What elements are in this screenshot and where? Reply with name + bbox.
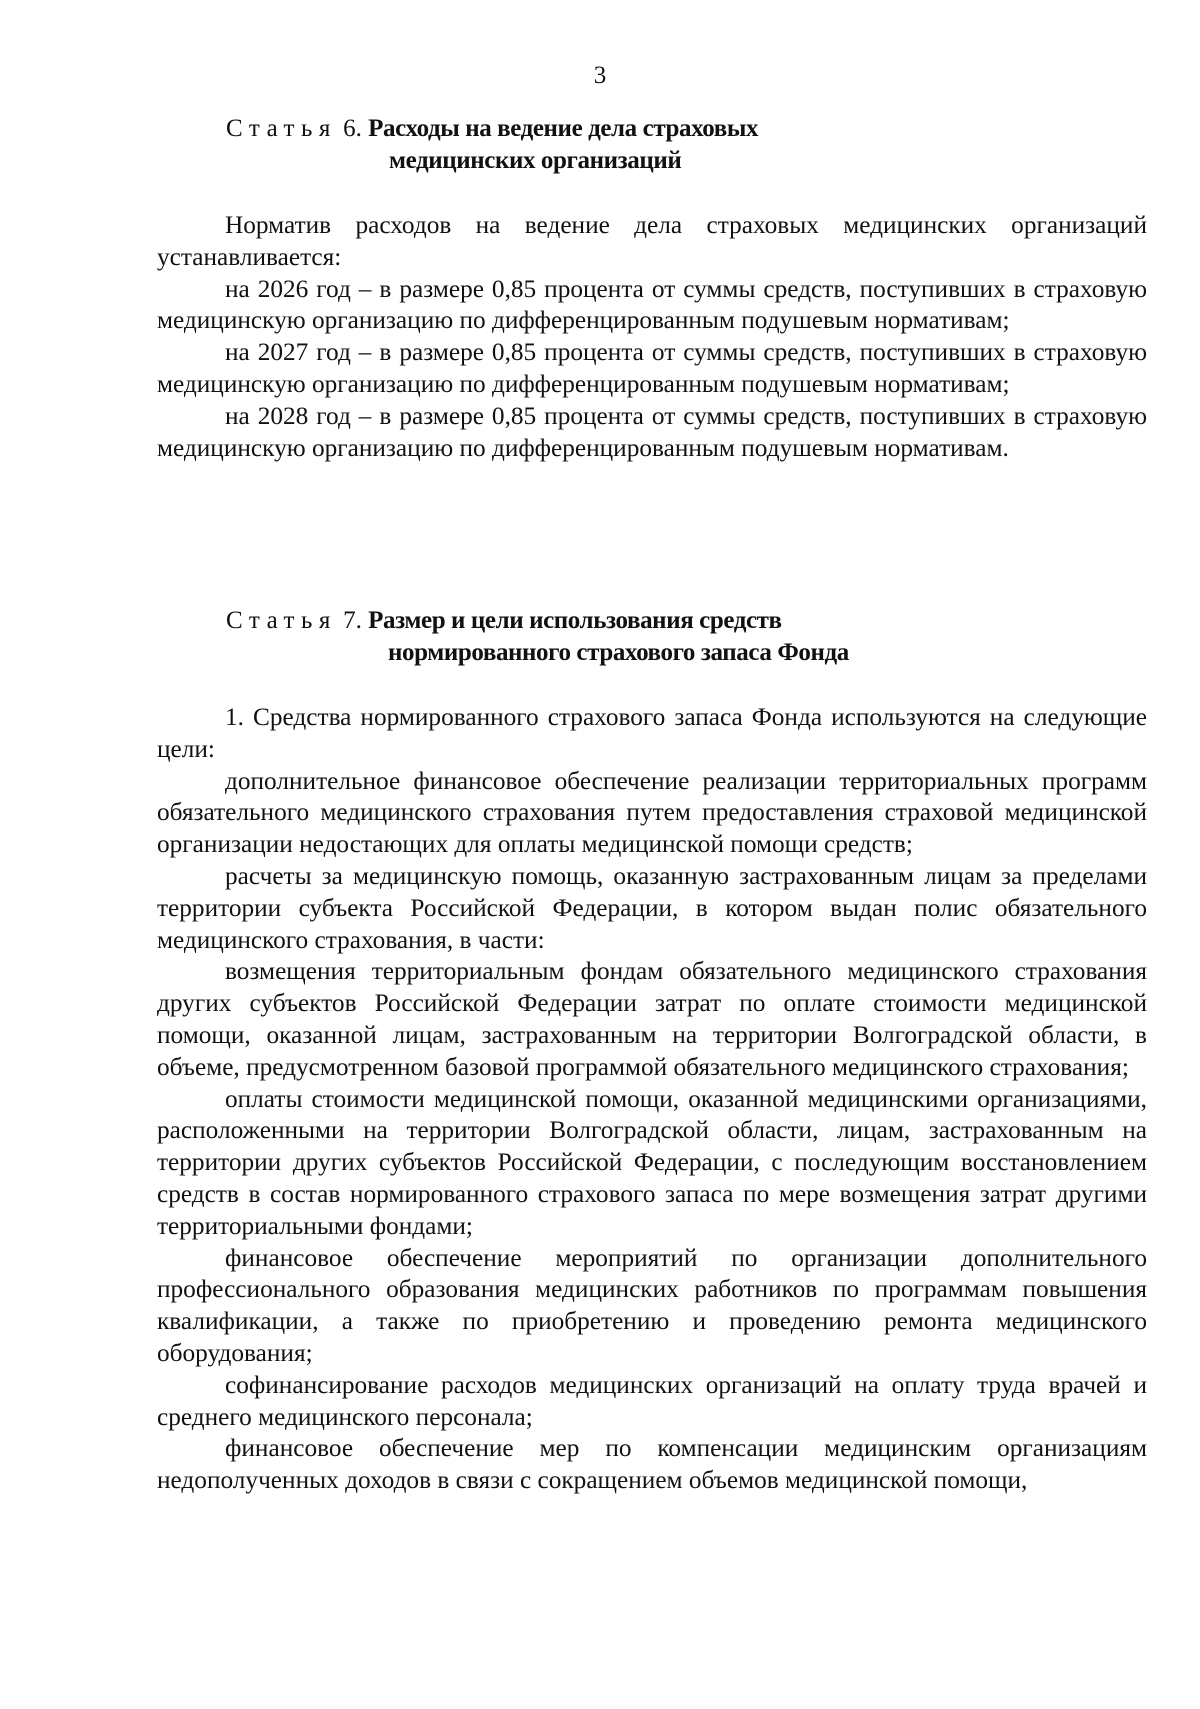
paragraph: расчеты за медицинскую помощь, оказанную застрахованным лицам за пределами территории субъекта Российской Федерации, в котором выдан полис обязательного медицинского страхования, в части: (157, 861, 1147, 954)
paragraph: на 2026 год – в размере 0,85 процента от суммы средств, поступивших в страховую медицинскую организацию по дифференцированным подушевым нормативам; (157, 274, 1147, 335)
article-6-body (157, 210, 1147, 464)
paragraph: на 2028 год – в размере 0,85 процента от суммы средств, поступивших в страховую медицинскую организацию по дифференцированным подушевым нормативам. (157, 401, 1147, 462)
article-word: Статья (226, 607, 337, 634)
paragraph: софинансирование расходов медицинских организаций на оплату труда врачей и среднего медицинского персонала; (157, 1370, 1147, 1431)
paragraph: финансовое обеспечение мероприятий по организации дополнительного профессионального образования медицинских работников по программам повышения квалификации, а также по приобретению и проведению ремонта медицинского оборудования; (157, 1243, 1147, 1367)
paragraph: на 2027 год – в размере 0,85 процента от суммы средств, поступивших в страховую медицинскую организацию по дифференцированным подушевым нормативам; (157, 338, 1147, 398)
paragraph: Норматив расходов на ведение дела страховых медицинских организаций устанавливается: (157, 211, 1147, 271)
paragraph: возмещения территориальным фондам обязательного медицинского страхования других субъектов Российской Федерации затрат по оплате стоимости медицинской помощи, оказанной лицам, застрахованным на территории Волгоградской области, в объеме, предусмотренном базовой программой обязательного медицинского страхования; (157, 957, 1147, 1081)
article-7-body (157, 702, 1147, 1497)
article-7-heading (226, 605, 849, 669)
article-number: 7. (343, 607, 362, 634)
article-title-line2: нормированного страхового запаса Фонда (388, 639, 849, 666)
article-title-line1: Расходы на ведение дела страховых (368, 115, 759, 142)
page-number: 3 (593, 62, 607, 89)
article-number: 6. (343, 115, 362, 142)
article-word: Статья (226, 115, 337, 142)
article-title-line2: медицинских организаций (389, 147, 682, 174)
paragraph: финансовое обеспечение мер по компенсации медицинским организациям недополученных доходов в связи с сокращением объемов медицинской помощи, (157, 1434, 1147, 1495)
paragraph: 1. Средства нормированного страхового запаса Фонда используются на следующие цели: (157, 703, 1147, 763)
article-6-heading (226, 113, 758, 177)
paragraph: дополнительное финансовое обеспечение реализации территориальных программ обязательного медицинского страхования путем предоставления страховой медицинской организации недостающих для оплаты медицинской помощи средств; (157, 766, 1147, 859)
paragraph: оплаты стоимости медицинской помощи, оказанной медицинскими организациями, расположенными на территории Волгоградской области, лицам, застрахованным на территории других субъектов Российской Федерации, с последующим восстановлением средств в состав нормированного страхового запаса по мере возмещения затрат другими территориальными фондами; (157, 1084, 1147, 1240)
article-title-line1: Размер и цели использования средств (368, 607, 782, 634)
